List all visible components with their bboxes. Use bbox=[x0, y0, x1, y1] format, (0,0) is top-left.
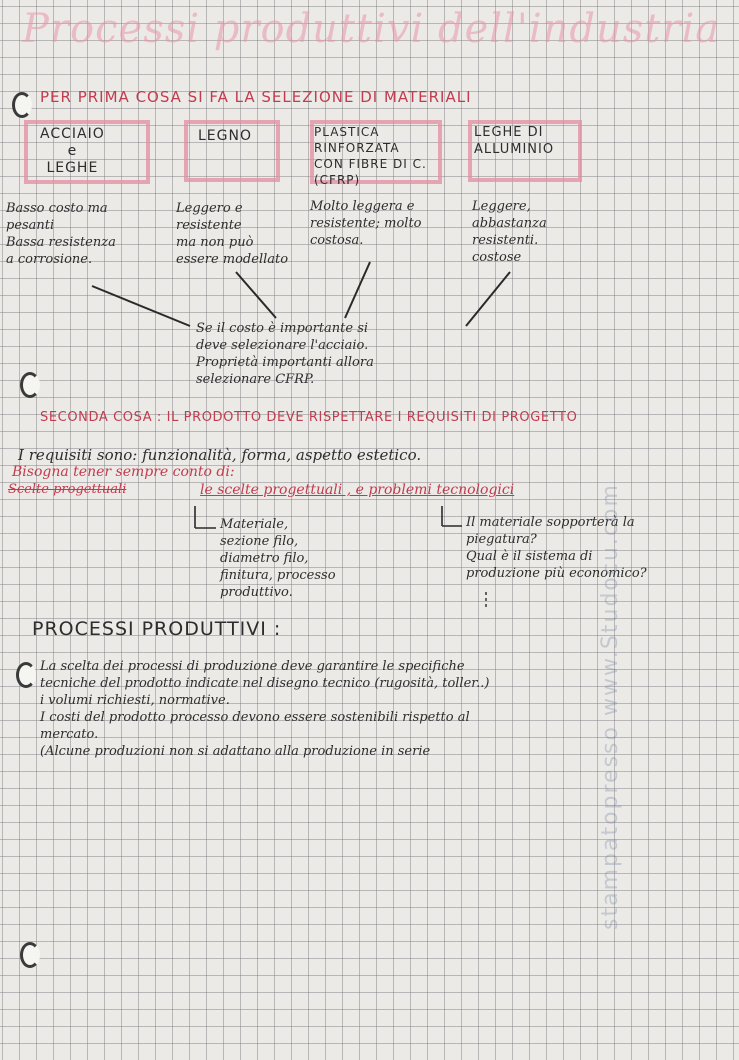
material-label: PLASTICA RINFORZATA CON FIBRE DI C. (CFRP) bbox=[314, 125, 427, 187]
material-label: LEGHE DI ALLUMINIO bbox=[474, 125, 555, 157]
material-note: Leggere, abbastanza resistenti. costose bbox=[472, 199, 547, 265]
left-branch-notes: Materiale, sezione filo, diametro filo, finitura, processo produttivo. bbox=[220, 517, 336, 600]
watermark: stampatopresso www.Studocu.com bbox=[598, 483, 623, 930]
material-note: Basso costo ma pesanti Bassa resistenza a corrosione. bbox=[6, 201, 116, 267]
material-label: ACCIAIO e LEGHE bbox=[40, 126, 105, 176]
material-conclusion: Se il costo è importante si deve selezionare l'acciaio. Proprietà importanti allora selezionare CFRP. bbox=[196, 321, 374, 387]
material-note: Molto leggera e resistente; molto costosa. bbox=[310, 199, 422, 248]
processes-paragraph: La scelta dei processi di produzione deve garantire le specifiche tecniche del prodotto indicate nel disegno tecnico (rugosità, toller..) i volumi richiesti, normative. I costi del prodotto processo devono essere sostenibili rispetto al mercato. (Alcune produzioni non si adattano alla produzione in serie bbox=[40, 659, 490, 759]
right-branch-notes: Il materiale sopporterà la piegatura? Qual è il sistema di produzione più economico? bbox=[466, 515, 647, 581]
design-choices-text: le scelte progettuali , e problemi tecnologici bbox=[200, 482, 515, 498]
keep-in-mind-text: Bisogna tener sempre conto di: bbox=[12, 464, 235, 480]
section-heading: PROCESSI PRODUTTIVI : bbox=[32, 618, 282, 640]
material-note: Leggero e resistente ma non può essere modellato bbox=[176, 201, 289, 267]
page-title: Processi produttivi dell'industria bbox=[22, 6, 721, 52]
material-label: LEGNO bbox=[198, 128, 252, 144]
requirements-text: I requisiti sono: funzionalità, forma, aspetto estetico. bbox=[18, 446, 422, 464]
struck-text: Scelte progettuali bbox=[8, 482, 127, 497]
step-two-heading: SECONDA COSA : IL PRODOTTO DEVE RISPETTARE I REQUISITI DI PROGETTO bbox=[40, 410, 578, 425]
step-one-heading: PER PRIMA COSA SI FA LA SELEZIONE DI MATERIALI bbox=[40, 88, 472, 106]
